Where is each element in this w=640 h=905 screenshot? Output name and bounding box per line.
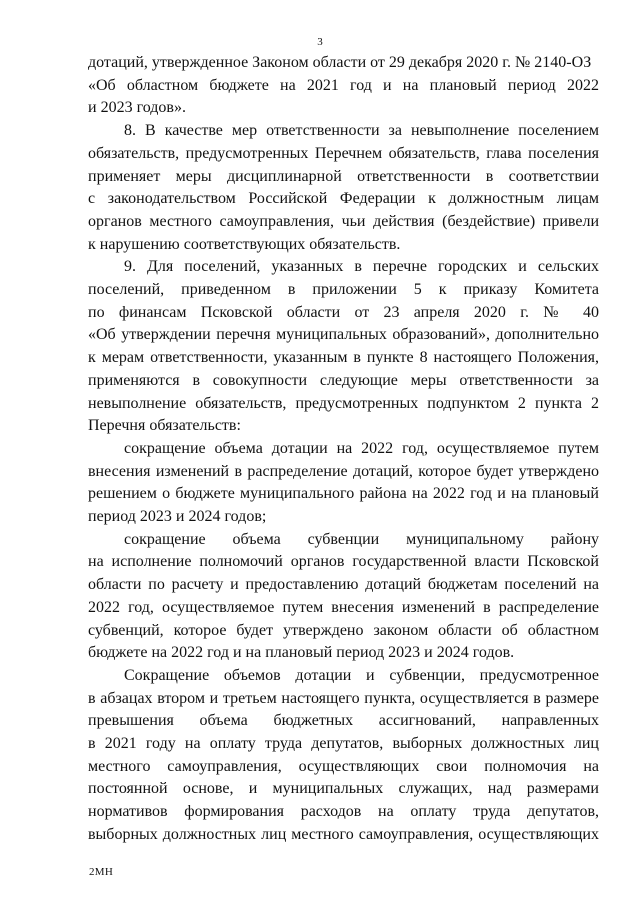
text-line: применяет меры дисциплинарной ответственности в соответствии (88, 167, 599, 185)
text-line: к нарушению соответствующих обязательств. (88, 235, 401, 253)
text-line: поселений, приведенном в приложении 5 к приказу Комитета (88, 281, 599, 298)
text-line: в 2021 году на оплату труда депутатов, выборных должностных лиц (88, 735, 599, 752)
text-line: невыполнение обязательств, предусмотренных подпунктом 2 пункта 2 (88, 394, 599, 412)
text-line: дотаций, утвержденное Законом области от 29 декабря 2020 г. № 2140-ОЗ (88, 54, 592, 71)
text-line: органов местного самоуправления, чьи действия (бездействие) привели (88, 212, 599, 230)
text-line: к мерам ответственности, указанным в пункте 8 настоящего Положения, (88, 349, 599, 367)
text-line: применяются в совокупности следующие меры ответственности за (88, 371, 599, 389)
text-line: с законодательством Российской Федерации к должностным лицам (88, 190, 599, 208)
text-line: «Об утверждении перечня муниципальных образований», дополнительно (88, 326, 599, 344)
page-number: 3 (317, 36, 323, 48)
text-line: решением о бюджете муниципального района на 2022 год и на плановый (88, 485, 599, 503)
text-line: области по расчету и предоставлению дотаций бюджетам поселений на (88, 576, 599, 594)
text-line: Сокращение объемов дотации и субвенции, предусмотренное (124, 666, 599, 684)
text-line: постоянной основе, и муниципальных служащих, над размерами (88, 780, 599, 798)
text-line: местного самоуправления, осуществляющих свои полномочия на (88, 757, 599, 775)
text-line: субвенций, которое будет утверждено законом области об областном (88, 621, 599, 639)
text-line: внесения изменений в распределение дотаций, которое будет утверждено (88, 462, 599, 480)
text-line: бюджете на 2022 год и на плановый период 2023 и 2024 годов. (88, 644, 515, 662)
text-line: в абзацах втором и третьем настоящего пункта, осуществляется в размере (88, 689, 599, 707)
text-line: выборных должностных лиц местного самоуправления, осуществляющих (88, 825, 599, 843)
text-line: 8. В качестве мер ответственности за невыполнение поселением (124, 122, 599, 140)
footer-code: 2МН (89, 866, 114, 878)
text-line: сокращение объема субвенции муниципальному району (124, 530, 599, 548)
text-line: по финансам Псковской области от 23 апреля 2020 г. № 40 (88, 303, 599, 321)
text-line: на исполнение полномочий органов государственной власти Псковской (88, 553, 599, 571)
text-line: период 2023 и 2024 годов; (88, 508, 267, 525)
text-line: 2022 год, осуществляемое путем внесения изменений в распределение (88, 598, 599, 616)
text-line: обязательств, предусмотренных Перечнем обязательств, глава поселения (88, 144, 599, 162)
text-line: превышения объема бюджетных ассигнований, направленных (88, 712, 599, 730)
text-line: нормативов формирования расходов на оплату труда депутатов, (88, 803, 599, 821)
text-line: сокращение объема дотации на 2022 год, осуществляемое путем (124, 439, 599, 457)
text-line: и 2023 годов». (88, 99, 186, 117)
text-line: Перечня обязательств: (88, 417, 241, 435)
text-line: «Об областном бюджете на 2021 год и на плановый период 2022 (88, 76, 599, 94)
text-line: 9. Для поселений, указанных в перечне городских и сельских (124, 258, 599, 276)
